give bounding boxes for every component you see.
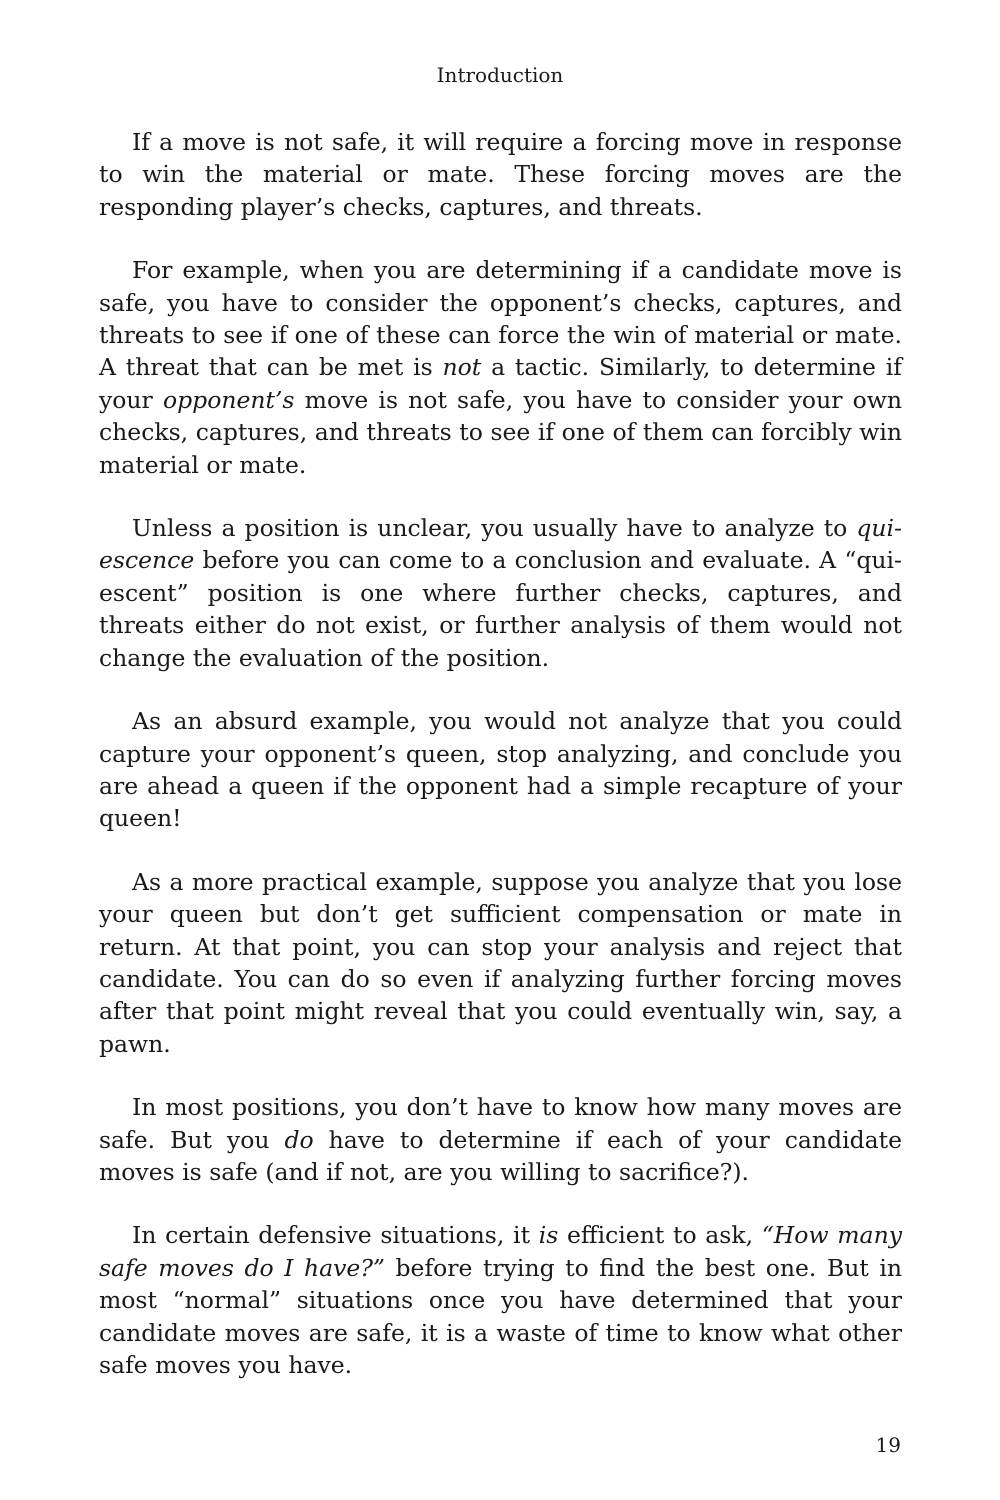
paragraph-text: For example, when you are determining if a candidate move is safe, you have to consider the opponent’s checks, captures, and threats to see if one of these can force the win of material or mate. A threat that can be met is xyxy=(99,256,902,382)
paragraph-text: As a more practical example, suppose you analyze that you lose your queen but don’t get sufficient compensation or mate in return. At that point, you can stop your analysis and reject that candidate. You can do so even if analyzing further forcing moves after that point might reveal that you could eventually win, say, a pawn. xyxy=(99,867,902,1058)
running-head: Introduction xyxy=(436,63,564,87)
paragraph-text: move is not safe, you have to consider your own checks, captures, and threats to see if one of them can forcibly win material or mate. xyxy=(99,385,902,479)
paragraph-text: If a move is not safe, it will require a forcing move in response to win the material or mate. These forcing moves are the responding player’s checks, captures, and threats. xyxy=(99,128,902,221)
paragraph-4 xyxy=(99,705,902,835)
emphasis-text: do xyxy=(284,1125,314,1154)
paragraph-text: In certain defensive situations, it xyxy=(132,1221,539,1250)
paragraph-1 xyxy=(99,126,902,223)
paragraph-2 xyxy=(99,254,902,481)
paragraph-text: efficient to ask, xyxy=(558,1221,762,1250)
paragraph-7 xyxy=(99,1219,902,1381)
emphasis-text: not xyxy=(442,353,482,382)
paragraph-6 xyxy=(99,1091,902,1188)
emphasis-text: “How many safe moves do I have?” xyxy=(99,1221,902,1282)
paragraph-3 xyxy=(99,512,902,674)
emphasis-text: quiescence xyxy=(99,514,902,575)
emphasis-text: is xyxy=(538,1221,559,1250)
paragraph-text: before you can come to a conclusion and evaluate. A “quiescent” position is one where further checks, captures, and threats either do not exist, or further analysis of them would not change the evaluation of the position. xyxy=(99,546,902,672)
emphasis-text: opponent’s xyxy=(162,385,295,414)
paragraph-text: Unless a position is unclear, you usually have to analyze to xyxy=(132,514,857,543)
paragraph-text: As an absurd example, you would not analyze that you could capture your opponent’s queen, stop analyzing, and conclude you are ahead a queen if the opponent had a simple recapture of your queen! xyxy=(99,707,902,833)
paragraph-5 xyxy=(99,866,902,1060)
page-number: 19 xyxy=(875,1433,901,1457)
paragraph-text: before trying to find the best one. But in most “normal” situations once you have determined that your candidate moves are safe, it is a waste of time to know what other safe moves you have. xyxy=(99,1253,902,1379)
paragraph-text: a tactic. Similarly, to determine if your xyxy=(99,353,902,414)
paragraph-text: have to determine if each of your candidate moves is safe (and if not, are you willing to sacrifice?). xyxy=(99,1125,902,1186)
paragraph-text: In most positions, you don’t have to know how many moves are safe. But you xyxy=(99,1093,902,1154)
body-text xyxy=(99,126,902,1412)
